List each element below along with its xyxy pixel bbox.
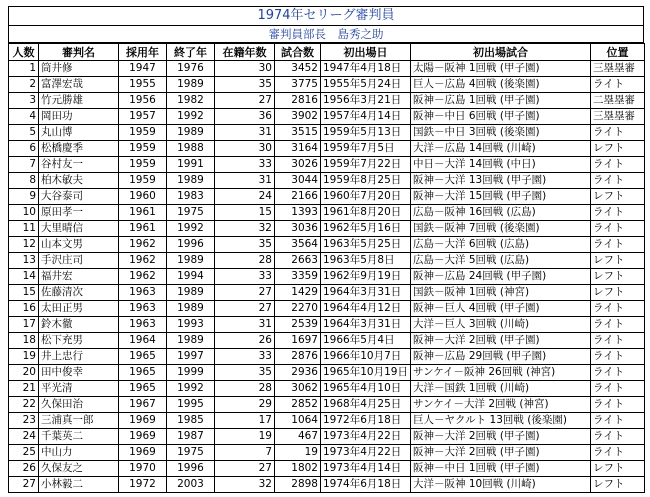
cell-games: 2852 [275,397,321,413]
cell-games: 3564 [275,237,321,253]
cell-end-year: 1992 [167,381,215,397]
cell-end-year: 1994 [167,269,215,285]
cell-hired-year: 1965 [119,349,167,365]
cell-years-active: 15 [215,205,275,221]
cell-end-year: 2003 [167,477,215,493]
cell-debut-game: 巨人－ヤクルト 13回戦 (後楽園) [411,413,591,429]
cell-count: 7 [9,157,39,173]
cell-debut-game: 阪神－広島 29回戦 (甲子園) [411,349,591,365]
cell-debut-date: 1963年5月8日 [321,253,411,269]
cell-umpire-name: 竹元勝雄 [39,93,119,109]
cell-years-active: 27 [215,285,275,301]
cell-hired-year: 1962 [119,237,167,253]
cell-hired-year: 1963 [119,301,167,317]
cell-games: 3036 [275,221,321,237]
cell-years-active: 31 [215,317,275,333]
cell-end-year: 1997 [167,349,215,365]
cell-games: 3359 [275,269,321,285]
cell-hired-year: 1963 [119,285,167,301]
cell-hired-year: 1970 [119,461,167,477]
cell-end-year: 1987 [167,429,215,445]
cell-debut-date: 1965年4月10日 [321,381,411,397]
cell-debut-game: 阪神－大洋 15回戦 (甲子園) [411,189,591,205]
cell-years-active: 33 [215,349,275,365]
cell-umpire-name: 富澤宏哉 [39,77,119,93]
table-row [9,397,645,413]
cell-games: 467 [275,429,321,445]
cell-debut-game: 阪神－広島 1回戦 (甲子園) [411,93,591,109]
table-row [9,269,645,285]
table-row [9,333,645,349]
table-row [9,301,645,317]
cell-games: 3515 [275,125,321,141]
cell-count: 10 [9,205,39,221]
cell-count: 6 [9,141,39,157]
cell-umpire-name: 三浦真一郎 [39,413,119,429]
cell-umpire-name: 柏木敏夫 [39,173,119,189]
header-count: 人数 [9,44,39,61]
cell-debut-date: 1960年7月20日 [321,189,411,205]
cell-count: 1 [9,61,39,77]
cell-end-year: 1975 [167,445,215,461]
cell-count: 16 [9,301,39,317]
cell-hired-year: 1969 [119,429,167,445]
cell-years-active: 30 [215,141,275,157]
sheet-subtitle: 審判員部長 島秀之助 [8,25,644,43]
cell-debut-game: 大洋－阪神 10回戦 (川崎) [411,477,591,493]
cell-position: ライト [591,237,645,253]
cell-years-active: 7 [215,445,275,461]
cell-hired-year: 1960 [119,189,167,205]
cell-end-year: 1999 [167,365,215,381]
cell-games: 1429 [275,285,321,301]
cell-count: 9 [9,189,39,205]
cell-position: レフト [591,477,645,493]
cell-hired-year: 1965 [119,381,167,397]
table-row [9,285,645,301]
cell-hired-year: 1957 [119,109,167,125]
cell-debut-game: 阪神－大洋 13回戦 (甲子園) [411,173,591,189]
cell-umpire-name: 久保田治 [39,397,119,413]
cell-games: 2166 [275,189,321,205]
header-debut-game: 初出場試合 [411,44,591,61]
header-hired-year: 採用年 [119,44,167,61]
cell-end-year: 1989 [167,333,215,349]
cell-hired-year: 1961 [119,205,167,221]
cell-end-year: 1993 [167,317,215,333]
cell-debut-game: サンケイ－大洋 2回戦 (神宮) [411,397,591,413]
cell-count: 23 [9,413,39,429]
header-debut-date: 初出場日 [321,44,411,61]
table-row [9,477,645,493]
cell-years-active: 32 [215,221,275,237]
cell-count: 14 [9,269,39,285]
cell-debut-game: 阪神－中日 1回戦 (甲子園) [411,461,591,477]
cell-umpire-name: 田中俊幸 [39,365,119,381]
cell-games: 2876 [275,349,321,365]
table-row [9,349,645,365]
sheet-title: 1974年セリーグ審判員 [8,6,644,25]
cell-debut-game: 大洋－巨人 3回戦 (川崎) [411,317,591,333]
cell-end-year: 1983 [167,189,215,205]
cell-umpire-name: 山本文男 [39,237,119,253]
cell-count: 25 [9,445,39,461]
cell-end-year: 1996 [167,237,215,253]
table-row [9,381,645,397]
cell-years-active: 31 [215,173,275,189]
header-games: 試合数 [275,44,321,61]
cell-position: ライト [591,173,645,189]
cell-debut-game: 中日－大洋 14回戦 (中日) [411,157,591,173]
cell-count: 5 [9,125,39,141]
cell-position: ライト [591,205,645,221]
table-row [9,365,645,381]
table-row [9,253,645,269]
cell-count: 18 [9,333,39,349]
cell-debut-game: 広島－大洋 5回戦 (広島) [411,253,591,269]
cell-debut-game: サンケイ－阪神 26回戦 (神宮) [411,365,591,381]
cell-hired-year: 1967 [119,397,167,413]
cell-hired-year: 1959 [119,141,167,157]
cell-years-active: 32 [215,477,275,493]
cell-debut-date: 1964年3月31日 [321,285,411,301]
cell-debut-game: 国鉄－中日 3回戦 (後楽園) [411,125,591,141]
cell-count: 26 [9,461,39,477]
cell-debut-date: 1961年8月20日 [321,205,411,221]
cell-position: ライト [591,317,645,333]
cell-hired-year: 1947 [119,61,167,77]
header-end-year: 終了年 [167,44,215,61]
cell-end-year: 1985 [167,413,215,429]
cell-games: 3026 [275,157,321,173]
table-row [9,445,645,461]
cell-end-year: 1976 [167,61,215,77]
cell-debut-game: 阪神－大洋 2回戦 (甲子園) [411,333,591,349]
cell-count: 12 [9,237,39,253]
header-years-active: 在籍年数 [215,44,275,61]
cell-debut-date: 1973年4月22日 [321,429,411,445]
table-body [9,61,645,493]
cell-games: 3452 [275,61,321,77]
cell-end-year: 1991 [167,157,215,173]
cell-count: 20 [9,365,39,381]
cell-position: 三塁塁審 [591,109,645,125]
cell-hired-year: 1972 [119,477,167,493]
table-row [9,157,645,173]
cell-years-active: 33 [215,157,275,173]
cell-debut-game: 広島－阪神 16回戦 (広島) [411,205,591,221]
cell-years-active: 35 [215,237,275,253]
table-row [9,237,645,253]
cell-count: 11 [9,221,39,237]
cell-umpire-name: 丸山博 [39,125,119,141]
cell-debut-date: 1968年4月25日 [321,397,411,413]
cell-games: 1697 [275,333,321,349]
cell-debut-date: 1955年5月24日 [321,77,411,93]
cell-debut-game: 阪神－大洋 2回戦 (甲子園) [411,429,591,445]
cell-position: ライト [591,397,645,413]
table-row [9,93,645,109]
cell-position: ライト [591,429,645,445]
cell-debut-game: 大洋－広島 14回戦 (川崎) [411,141,591,157]
table-row [9,317,645,333]
cell-debut-game: 巨人－広島 4回戦 (後楽園) [411,77,591,93]
cell-umpire-name: 松橋慶季 [39,141,119,157]
cell-umpire-name: 鈴木徹 [39,317,119,333]
table-row [9,77,645,93]
cell-games: 2898 [275,477,321,493]
cell-hired-year: 1961 [119,221,167,237]
cell-umpire-name: 大里晴信 [39,221,119,237]
cell-end-year: 1995 [167,397,215,413]
cell-end-year: 1996 [167,461,215,477]
cell-position: ライト [591,349,645,365]
cell-umpire-name: 谷村友一 [39,157,119,173]
cell-debut-date: 1966年10月7日 [321,349,411,365]
cell-years-active: 17 [215,413,275,429]
cell-count: 2 [9,77,39,93]
cell-hired-year: 1959 [119,157,167,173]
cell-years-active: 35 [215,77,275,93]
cell-debut-game: 国鉄－阪神 1回戦 (神宮) [411,285,591,301]
header-row [9,44,645,61]
cell-debut-date: 1973年4月14日 [321,461,411,477]
cell-position: レフト [591,189,645,205]
table-row [9,173,645,189]
cell-games: 2816 [275,93,321,109]
cell-debut-date: 1957年4月14日 [321,109,411,125]
cell-debut-date: 1959年5月13日 [321,125,411,141]
cell-debut-date: 1964年3月31日 [321,317,411,333]
cell-position: ライト [591,413,645,429]
cell-position: ライト [591,125,645,141]
cell-hired-year: 1969 [119,445,167,461]
table-row [9,413,645,429]
cell-debut-game: 太陽－阪神 1回戦 (甲子園) [411,61,591,77]
cell-hired-year: 1969 [119,413,167,429]
cell-umpire-name: 佐藤清次 [39,285,119,301]
cell-umpire-name: 筒井修 [39,61,119,77]
table-row [9,189,645,205]
cell-end-year: 1989 [167,77,215,93]
cell-debut-game: 阪神－中日 6回戦 (甲子園) [411,109,591,125]
cell-hired-year: 1962 [119,253,167,269]
cell-end-year: 1989 [167,301,215,317]
cell-position: ライト [591,365,645,381]
cell-end-year: 1992 [167,109,215,125]
cell-years-active: 28 [215,253,275,269]
table-row [9,221,645,237]
cell-position: 二塁塁審 [591,93,645,109]
cell-games: 2270 [275,301,321,317]
cell-umpire-name: 松下充男 [39,333,119,349]
table-row [9,141,645,157]
cell-debut-date: 1962年5月16日 [321,221,411,237]
cell-games: 3062 [275,381,321,397]
cell-position: ライト [591,381,645,397]
cell-debut-game: 広島－大洋 6回戦 (広島) [411,237,591,253]
cell-years-active: 27 [215,461,275,477]
cell-games: 19 [275,445,321,461]
table-row [9,125,645,141]
cell-umpire-name: 太田正男 [39,301,119,317]
cell-games: 1802 [275,461,321,477]
cell-hired-year: 1963 [119,317,167,333]
cell-debut-date: 1963年5月25日 [321,237,411,253]
cell-umpire-name: 手沢庄司 [39,253,119,269]
cell-debut-date: 1965年10月19日 [321,365,411,381]
cell-count: 13 [9,253,39,269]
table-row [9,109,645,125]
cell-hired-year: 1959 [119,125,167,141]
cell-games: 3044 [275,173,321,189]
cell-umpire-name: 中山力 [39,445,119,461]
cell-years-active: 24 [215,189,275,205]
table-row [9,429,645,445]
cell-years-active: 31 [215,125,275,141]
cell-umpire-name: 原田孝一 [39,205,119,221]
cell-debut-game: 国鉄－阪神 7回戦 (後楽園) [411,221,591,237]
cell-debut-date: 1959年8月25日 [321,173,411,189]
cell-count: 15 [9,285,39,301]
umpire-sheet [8,6,644,493]
cell-years-active: 27 [215,301,275,317]
cell-position: ライト [591,221,645,237]
cell-debut-game: 阪神－巨人 4回戦 (甲子園) [411,301,591,317]
cell-debut-date: 1964年4月12日 [321,301,411,317]
cell-umpire-name: 大谷泰司 [39,189,119,205]
cell-count: 19 [9,349,39,365]
cell-years-active: 30 [215,61,275,77]
cell-debut-game: 阪神－広島 24回戦 (甲子園) [411,269,591,285]
cell-debut-date: 1972年6月18日 [321,413,411,429]
cell-count: 3 [9,93,39,109]
cell-position: 三塁塁審 [591,61,645,77]
cell-games: 1064 [275,413,321,429]
cell-position: ライト [591,77,645,93]
cell-debut-game: 大洋－国鉄 1回戦 (川崎) [411,381,591,397]
cell-count: 21 [9,381,39,397]
cell-end-year: 1982 [167,93,215,109]
cell-count: 8 [9,173,39,189]
cell-years-active: 26 [215,333,275,349]
cell-position: ライト [591,333,645,349]
cell-count: 24 [9,429,39,445]
cell-hired-year: 1955 [119,77,167,93]
cell-position: レフト [591,285,645,301]
cell-debut-date: 1947年4月18日 [321,61,411,77]
cell-umpire-name: 小林毅二 [39,477,119,493]
cell-position: レフト [591,141,645,157]
cell-years-active: 35 [215,365,275,381]
cell-debut-date: 1974年6月18日 [321,477,411,493]
umpire-table [8,43,645,493]
cell-count: 4 [9,109,39,125]
cell-count: 27 [9,477,39,493]
table-row [9,61,645,77]
cell-hired-year: 1965 [119,365,167,381]
cell-debut-date: 1973年4月22日 [321,445,411,461]
cell-games: 2539 [275,317,321,333]
cell-years-active: 19 [215,429,275,445]
cell-end-year: 1989 [167,285,215,301]
table-row [9,205,645,221]
cell-position: レフト [591,253,645,269]
cell-count: 22 [9,397,39,413]
cell-end-year: 1992 [167,221,215,237]
table-row [9,461,645,477]
cell-end-year: 1989 [167,173,215,189]
cell-umpire-name: 井上忠行 [39,349,119,365]
cell-years-active: 36 [215,109,275,125]
cell-games: 2663 [275,253,321,269]
cell-debut-date: 1966年5月4日 [321,333,411,349]
cell-debut-game: 阪神－大洋 2回戦 (甲子園) [411,445,591,461]
cell-years-active: 28 [215,381,275,397]
cell-count: 17 [9,317,39,333]
cell-end-year: 1989 [167,125,215,141]
cell-games: 1393 [275,205,321,221]
cell-years-active: 27 [215,93,275,109]
cell-hired-year: 1956 [119,93,167,109]
cell-end-year: 1988 [167,141,215,157]
cell-position: ライト [591,157,645,173]
cell-position: ライト [591,445,645,461]
cell-years-active: 29 [215,397,275,413]
cell-end-year: 1989 [167,253,215,269]
cell-hired-year: 1962 [119,269,167,285]
cell-umpire-name: 岡田功 [39,109,119,125]
cell-position: ライト [591,301,645,317]
cell-end-year: 1975 [167,205,215,221]
header-position: 位置 [591,44,645,61]
cell-debut-date: 1959年7月22日 [321,157,411,173]
cell-umpire-name: 福井宏 [39,269,119,285]
cell-position: レフト [591,269,645,285]
header-umpire-name: 審判名 [39,44,119,61]
cell-years-active: 33 [215,269,275,285]
cell-position: レフト [591,461,645,477]
cell-debut-date: 1962年9月19日 [321,269,411,285]
cell-hired-year: 1964 [119,333,167,349]
cell-games: 3902 [275,109,321,125]
cell-umpire-name: 千葉英二 [39,429,119,445]
cell-games: 2936 [275,365,321,381]
cell-debut-date: 1959年7月5日 [321,141,411,157]
cell-games: 3775 [275,77,321,93]
cell-hired-year: 1959 [119,173,167,189]
cell-umpire-name: 平光清 [39,381,119,397]
cell-debut-date: 1956年3月21日 [321,93,411,109]
cell-umpire-name: 久保友之 [39,461,119,477]
cell-games: 3164 [275,141,321,157]
